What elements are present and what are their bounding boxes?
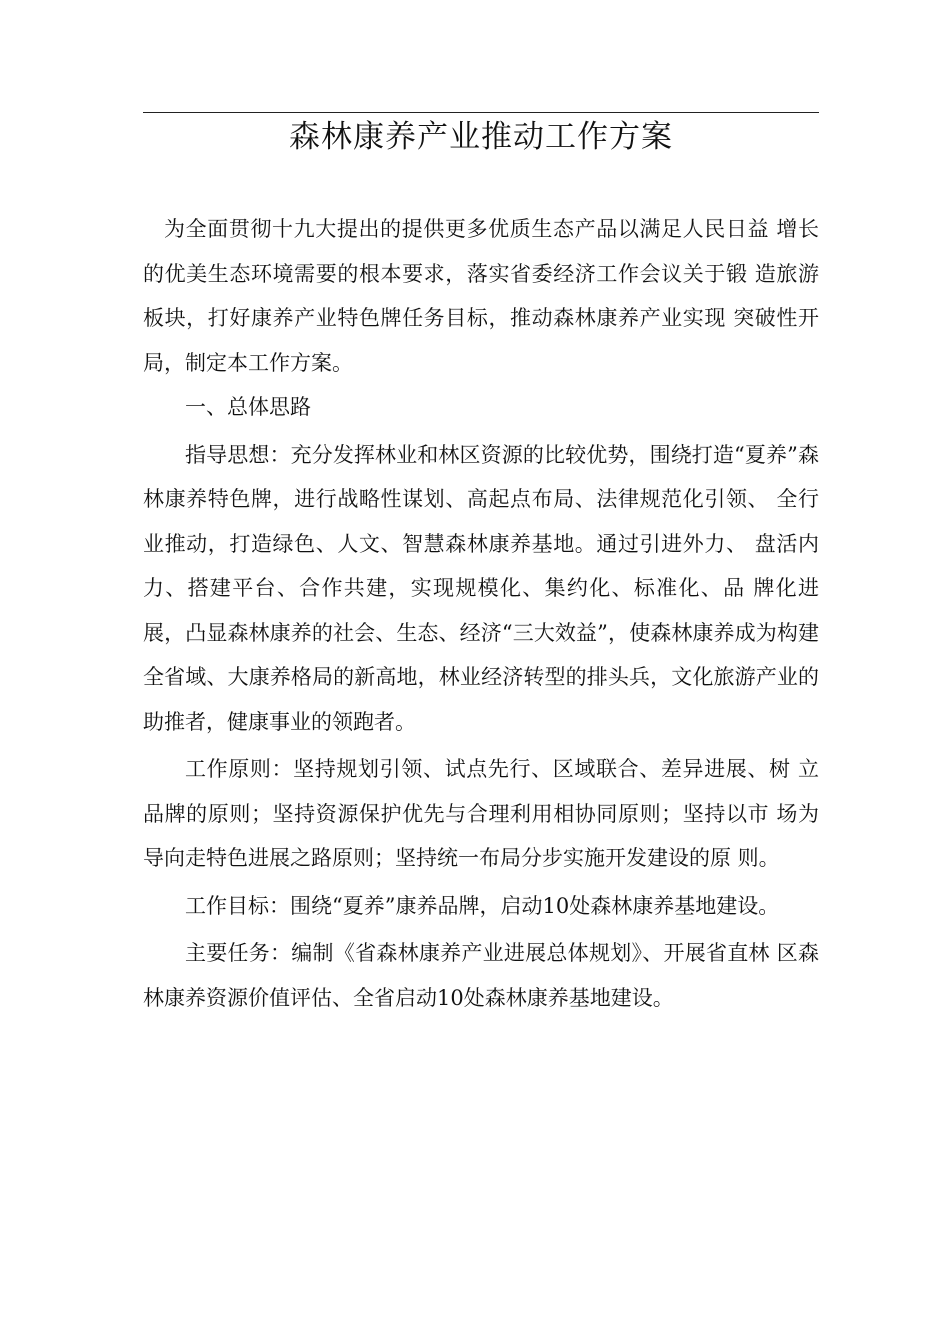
guiding-ideology-paragraph: 指导思想：充分发挥林业和林区资源的比较优势，围绕打造“夏养”森林康养特色牌，进行战略性谋划、高起点布局、法律规范化引领、 全行业推动，打造绿色、人文、智慧森林康养基地。通过引进外力、 盘活内力、搭建平台、合作共建，实现规模化、集约化、标准化、品 牌化进展，凸显森林康养的社会、生态、经济“三大效益”，使森林康养成为构建全省域、大康养格局的新高地，林业经济转型的排头兵，文化旅游产业的助推者，健康事业的领跑者。 [143, 442, 819, 734]
document-title: 森林康养产业推动工作方案 [289, 119, 673, 155]
intro-paragraph: 为全面贯彻十九大提出的提供更多优质生态产品以满足人民日益 增长的优美生态环境需要的根本要求，落实省委经济工作会议关于锻 造旅游板块，打好康养产业特色牌任务目标，推动森林康养产业实现 突破性开局，制定本工作方案。 [143, 217, 819, 375]
document-body [143, 207, 819, 1020]
work-principles-paragraph: 工作原则：坚持规划引领、试点先行、区域联合、差异进展、树 立品牌的原则；坚持资源保护优先与合理利用相协同原则；坚持以市 场为导向走特色进展之路原则；坚持统一布局分步实施开发建设的原 则。 [143, 757, 819, 870]
main-tasks-paragraph: 主要任务：编制《省森林康养产业进展总体规划》、开展省直林 区森林康养资源价值评估、全省启动10处森林康养基地建设。 [143, 941, 819, 1010]
section-heading: 一、总体思路 [185, 395, 311, 419]
work-goal-paragraph: 工作目标：围绕“夏养”康养品牌，启动10处森林康养基地建设。 [185, 893, 780, 918]
